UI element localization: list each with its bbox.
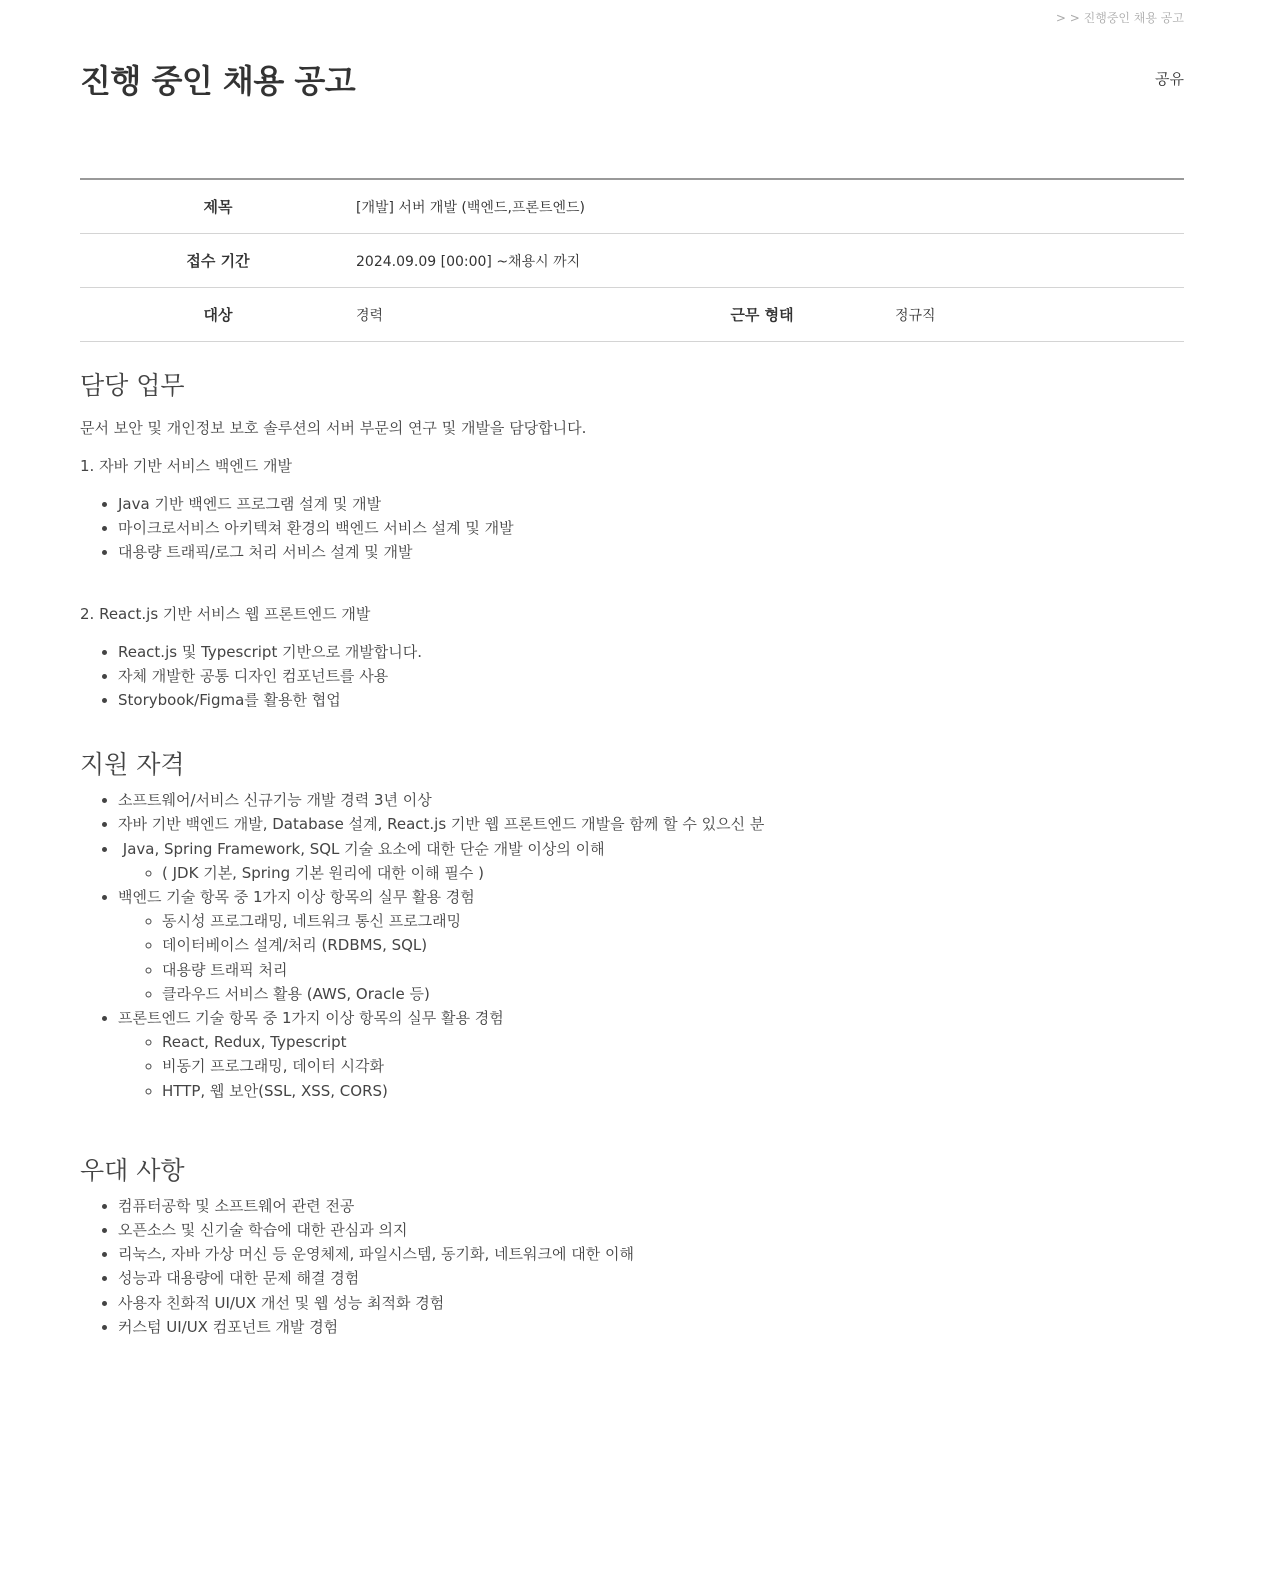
list-item: • 커스텀 UI/UX 컴포넌트 개발 경험 bbox=[118, 1315, 1184, 1339]
list-item-text: 백엔드 기술 항목 중 1가지 이상 항목의 실무 활용 경험 bbox=[118, 888, 475, 907]
list-item: • 오픈소스 및 신기술 학습에 대한 관심과 의지 bbox=[118, 1218, 1184, 1242]
list-item: • 마이크로서비스 아키텍쳐 환경의 백엔드 서비스 설계 및 개발 bbox=[118, 516, 1184, 540]
target-value: 경력 bbox=[356, 288, 667, 342]
list-item: • 성능과 대용량에 대한 문제 해결 경험 bbox=[118, 1266, 1184, 1290]
list-item: • React.js 및 Typescript 기반으로 개발합니다. bbox=[118, 640, 1184, 664]
table-row bbox=[80, 234, 1184, 288]
duties-group1-list bbox=[80, 492, 1184, 565]
preferred-list bbox=[80, 1194, 1184, 1339]
list-item bbox=[118, 1006, 1184, 1103]
sub-list-item: ◦ HTTP, 웹 보안(SSL, XSS, CORS) bbox=[162, 1079, 1184, 1103]
list-item: • Java 기반 백엔드 프로그램 설계 및 개발 bbox=[118, 492, 1184, 516]
duties-group2-title: 2. React.js 기반 서비스 웹 프론트엔드 개발 bbox=[80, 604, 371, 623]
list-item: • 자바 기반 백엔드 개발, Database 설계, React.js 기반 웹 프론트엔드 개발을 함께 할 수 있으신 분 bbox=[118, 812, 1184, 836]
job-info-table bbox=[80, 178, 1184, 342]
breadcrumb[interactable]: > > 진행중인 채용 공고 bbox=[1055, 11, 1184, 25]
list-item: • 리눅스, 자바 가상 머신 등 운영체제, 파일시스템, 동기화, 네트워크에 대한 이해 bbox=[118, 1242, 1184, 1266]
job-content bbox=[80, 368, 1184, 1339]
list-item: • 자체 개발한 공통 디자인 컴포넌트를 사용 bbox=[118, 664, 1184, 688]
title-label: 제목 bbox=[80, 179, 356, 234]
qualifications-list bbox=[80, 788, 1184, 1103]
sub-list-item: ◦ 대용량 트래픽 처리 bbox=[162, 958, 1184, 982]
sub-list-item: ◦ 동시성 프로그래밍, 네트워크 통신 프로그래밍 bbox=[162, 909, 1184, 933]
list-item: • 사용자 친화적 UI/UX 개선 및 웹 성능 최적화 경험 bbox=[118, 1291, 1184, 1315]
list-item-text: Java, Spring Framework, SQL 기술 요소에 대한 단순 개발 이상의 이해 bbox=[118, 839, 605, 858]
qualifications-heading: 지원 자격 bbox=[80, 750, 185, 780]
sub-list-item: ◦ ( JDK 기본, Spring 기본 원리에 대한 이해 필수 ) bbox=[162, 861, 1184, 885]
java-sublist bbox=[118, 861, 1184, 885]
period-label: 접수 기간 bbox=[80, 234, 356, 288]
frontend-sublist bbox=[118, 1030, 1184, 1103]
table-row bbox=[80, 179, 1184, 234]
page-header bbox=[80, 56, 1184, 106]
share-button[interactable]: 공유 bbox=[1155, 70, 1184, 88]
table-row bbox=[80, 288, 1184, 342]
title-value: [개발] 서버 개발 (백엔드,프론트엔드) bbox=[356, 179, 1184, 234]
target-label: 대상 bbox=[80, 288, 356, 342]
list-item bbox=[118, 837, 1184, 885]
sub-list-item: ◦ 클라우드 서비스 활용 (AWS, Oracle 등) bbox=[162, 982, 1184, 1006]
duties-group2-list bbox=[80, 640, 1184, 713]
sub-list-item: ◦ 데이터베이스 설계/처리 (RDBMS, SQL) bbox=[162, 933, 1184, 957]
duties-group1-title: 1. 자바 기반 서비스 백엔드 개발 bbox=[80, 457, 293, 475]
duties-intro: 문서 보안 및 개인정보 보호 솔루션의 서버 부문의 연구 및 개발을 담당합니다. bbox=[80, 419, 587, 437]
list-item: • 소프트웨어/서비스 신규기능 개발 경력 3년 이상 bbox=[118, 788, 1184, 812]
backend-sublist bbox=[118, 909, 1184, 1006]
sub-list-item: ◦ 비동기 프로그래밍, 데이터 시각화 bbox=[162, 1054, 1184, 1078]
duties-heading: 담당 업무 bbox=[80, 371, 185, 400]
employment-type-value: 정규직 bbox=[857, 288, 1184, 342]
page-title: 진행 중인 채용 공고 bbox=[80, 62, 356, 100]
preferred-heading: 우대 사항 bbox=[80, 1155, 185, 1185]
list-item: • 대용량 트래픽/로그 처리 서비스 설계 및 개발 bbox=[118, 540, 1184, 564]
list-item: • Storybook/Figma를 활용한 협업 bbox=[118, 688, 1184, 712]
list-item bbox=[118, 885, 1184, 1006]
sub-list-item: ◦ React, Redux, Typescript bbox=[162, 1030, 1184, 1054]
period-value: 2024.09.09 [00:00] ~채용시 까지 bbox=[356, 234, 1184, 288]
employment-type-label: 근무 형태 bbox=[667, 288, 857, 342]
list-item-text: 프론트엔드 기술 항목 중 1가지 이상 항목의 실무 활용 경험 bbox=[118, 1009, 504, 1028]
list-item: • 컴퓨터공학 및 소프트웨어 관련 전공 bbox=[118, 1194, 1184, 1218]
